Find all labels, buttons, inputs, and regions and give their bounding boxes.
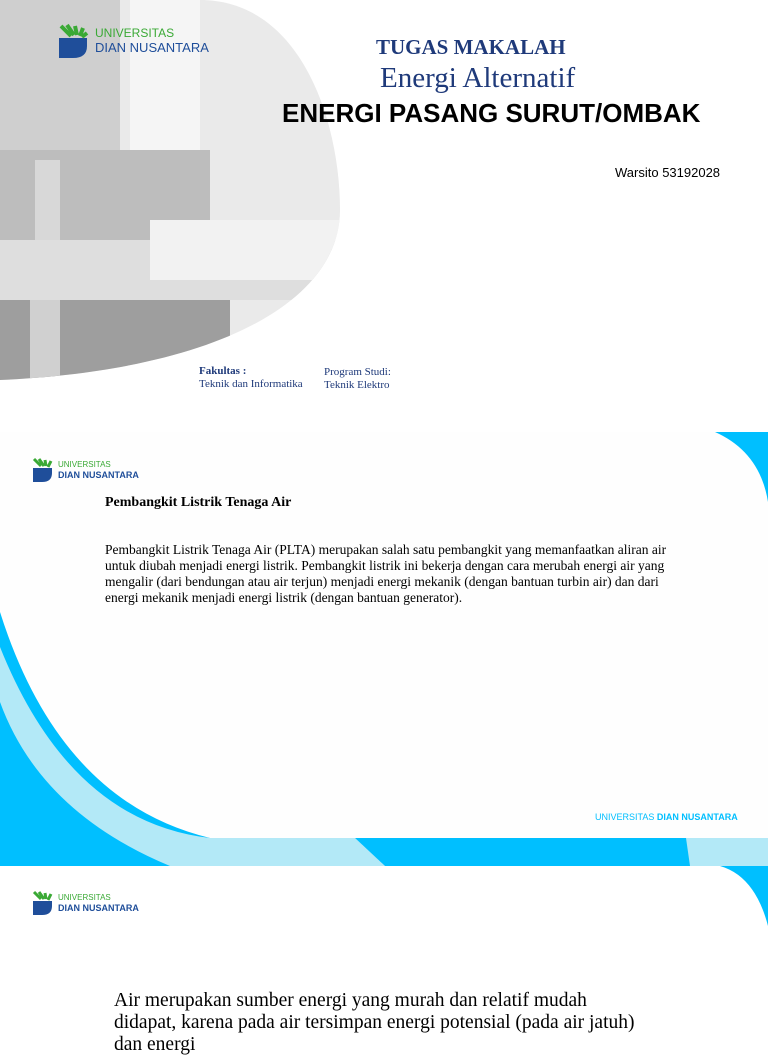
slide-body: Pembangkit Listrik Tenaga Air (PLTA) merupakan salah satu pembangkit yang memanfaatkan aliran air untuk diubah menjadi energi listrik. Pembangkit listrik ini bekerja dengan cara merubah energi air yang mengalir (dari bendungan atau air terjun) menjadi energi mekanik (dengan bantuan turbin air) dan dari energi mekanik menjadi energi listrik (dengan bantuan generator). [105,542,667,605]
faculty-value: Teknik dan Informatika [199,378,303,390]
content-slide-air [0,866,768,1055]
content-slide-plta [0,432,768,866]
program-value: Teknik Elektro [324,379,390,391]
logo-icon [32,891,52,915]
program-label: Program Studi: [324,366,391,378]
footer-brand: UNIVERSITAS DIAN NUSANTARA [595,812,738,822]
university-logo: UNIVERSITAS DIAN NUSANTARA [32,458,52,487]
slide-topic: ENERGI PASANG SURUT/OMBAK [282,98,701,128]
author: Warsito 53192028 [615,165,721,180]
slide-body: Air merupakan sumber energi yang murah dan relatif mudah didapat, karena pada air tersimpan energi potensial (pada air jatuh) dan energi [114,990,635,1055]
slide-heading: Pembangkit Listrik Tenaga Air [105,495,292,510]
university-logo: UNIVERSITAS DIAN NUSANTARA [57,24,89,64]
slide-title: TUGAS MAKALAH [376,35,566,59]
faculty-label: Fakultas : [199,365,247,377]
logo-icon [32,458,52,482]
university-logo: UNIVERSITAS DIAN NUSANTARA [32,891,52,920]
slide-subtitle: Energi Alternatif [380,62,576,94]
title-slide [0,0,768,432]
building-photo [0,0,345,385]
logo-icon [57,24,89,59]
